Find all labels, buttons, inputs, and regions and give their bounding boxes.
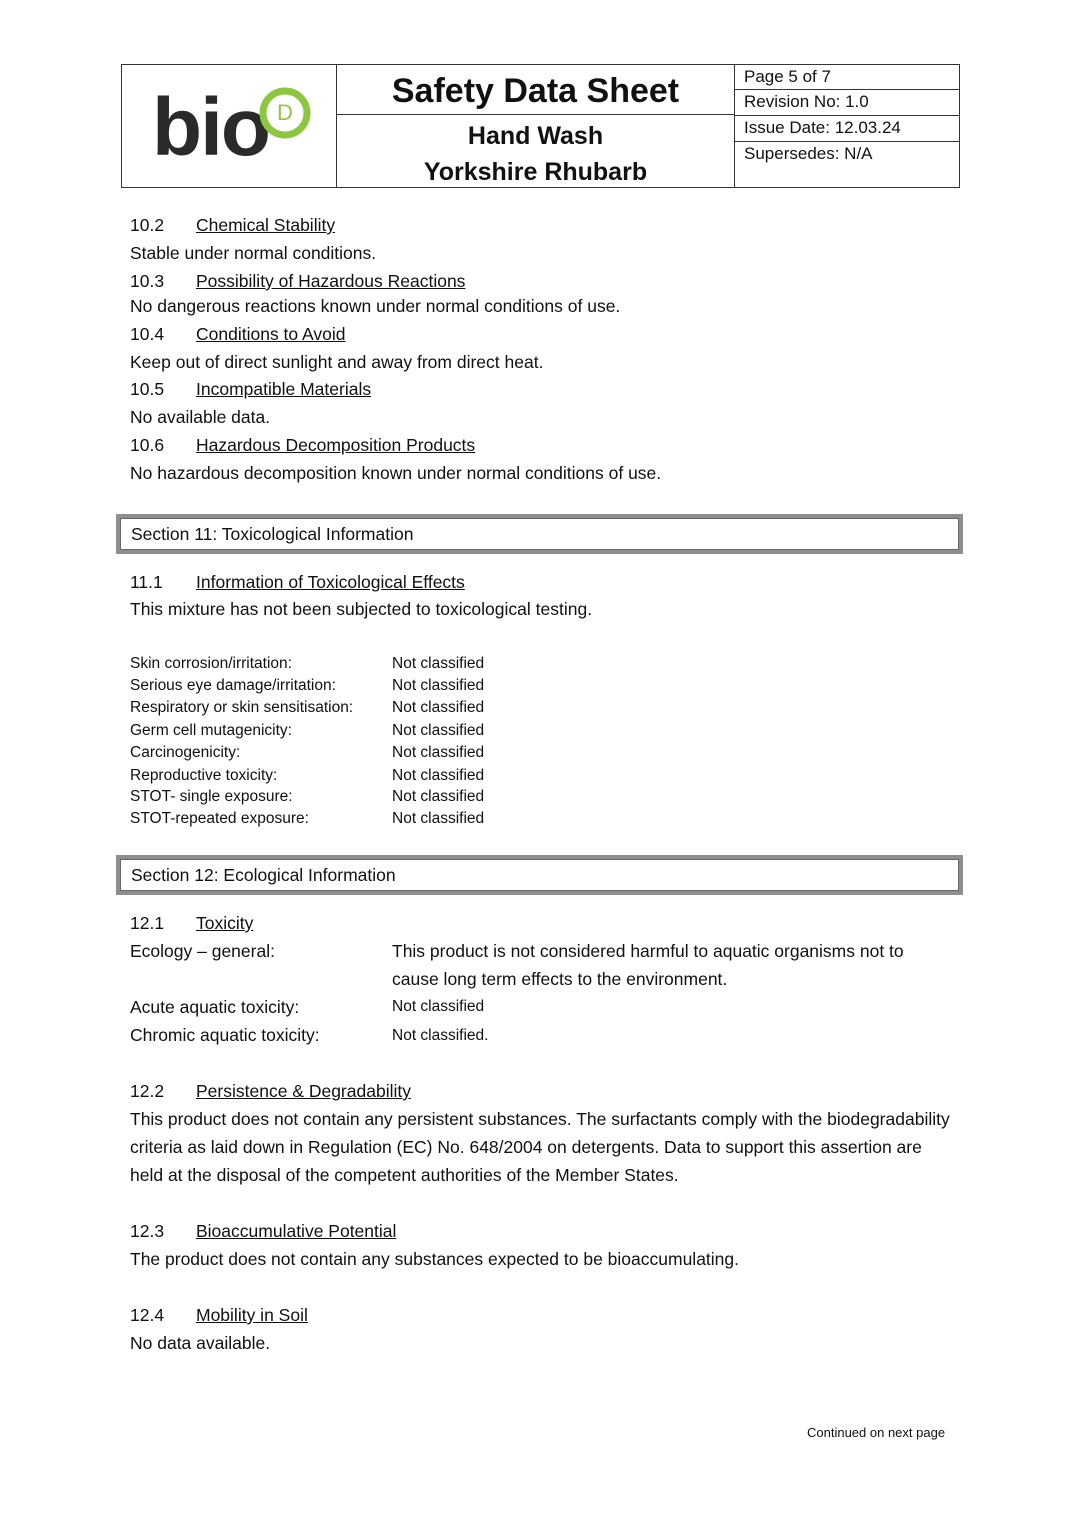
chronic-value: Not classified. <box>392 1027 489 1044</box>
tox-label: STOT-repeated exposure: <box>130 810 309 827</box>
tox-label: Serious eye damage/irritation: <box>130 677 336 694</box>
tox-label: Skin corrosion/irritation: <box>130 655 292 672</box>
tox-label: Respiratory or skin sensitisation: <box>130 699 354 716</box>
acute-label: Acute aquatic toxicity: <box>130 997 300 1017</box>
product-name <box>337 115 734 190</box>
document-header <box>121 64 960 188</box>
subsection-text: No data available. <box>130 1333 271 1353</box>
subsection-title: Mobility in Soil <box>196 1305 308 1325</box>
document-title: Safety Data Sheet <box>337 65 734 115</box>
tox-value: Not classified <box>392 788 485 805</box>
subsection-number: 12.4 <box>130 1305 165 1325</box>
subsection-title: Conditions to Avoid <box>196 324 346 344</box>
section-heading: Section 12: Ecological Information <box>120 859 959 891</box>
subsection-number: 12.2 <box>130 1081 165 1101</box>
subsection-title: Toxicity <box>196 913 254 933</box>
tox-value: Not classified <box>392 810 485 827</box>
subsection-number: 10.2 <box>130 215 165 235</box>
section-heading: Section 11: Toxicological Information <box>120 518 959 550</box>
supersedes: Supersedes: N/A <box>744 144 873 163</box>
logo-cell <box>122 65 337 187</box>
subsection-text: This mixture has not been subjected to toxicological testing. <box>130 599 593 619</box>
section-12-header <box>116 855 963 895</box>
product-line-1: Hand Wash <box>467 122 604 150</box>
subsection-number: 10.4 <box>130 324 165 344</box>
subsection-title: Bioaccumulative Potential <box>196 1221 397 1241</box>
tox-label: STOT- single exposure: <box>130 788 293 805</box>
subsection-title: Incompatible Materials <box>196 379 372 399</box>
subsection-text: The product does not contain any substances expected to be bioaccumulating. <box>130 1249 740 1269</box>
ecology-value: This product is not considered harmful to aquatic organisms not to cause long term effects to the environment. <box>392 941 904 989</box>
subsection-text: No hazardous decomposition known under normal conditions of use. <box>130 463 662 483</box>
bio-d-logo-mark-icon <box>259 87 311 139</box>
ecology-label: Ecology – general: <box>130 941 275 961</box>
subsection-title: Information of Toxicological Effects <box>196 572 465 592</box>
logo: bio <box>152 82 269 173</box>
product-line-2: Yorkshire Rhubarb <box>423 158 648 186</box>
subsection-number: 10.5 <box>130 379 165 399</box>
continued-note: Continued on next page <box>807 1425 946 1440</box>
subsection-number: 12.1 <box>130 913 165 933</box>
subsection-text: No available data. <box>130 407 271 427</box>
tox-value: Not classified <box>392 744 485 761</box>
tox-value: Not classified <box>392 677 485 694</box>
chronic-label: Chromic aquatic toxicity: <box>130 1025 320 1045</box>
doc-info-cell <box>735 65 959 187</box>
subsection-text: This product does not contain any persistent substances. The surfactants comply with the biodegradability criteria as laid down in Regulation (EC) No. 648/2004 on detergents. Data to support this assertion are held at the disposal of the competent authorities of the Member States. <box>130 1109 950 1185</box>
issue-date: Issue Date: 12.03.24 <box>735 116 959 142</box>
acute-value: Not classified <box>392 998 485 1015</box>
subsection-text: Keep out of direct sunlight and away from direct heat. <box>130 352 544 372</box>
subsection-text: No dangerous reactions known under normal conditions of use. <box>130 296 621 316</box>
section-11-header <box>116 514 963 554</box>
subsection-title: Hazardous Decomposition Products <box>196 435 476 455</box>
tox-value: Not classified <box>392 722 485 739</box>
subsection-title: Chemical Stability <box>196 215 336 235</box>
subsection-title: Possibility of Hazardous Reactions <box>196 271 466 291</box>
tox-value: Not classified <box>392 767 485 784</box>
subsection-number: 10.6 <box>130 435 165 455</box>
tox-value: Not classified <box>392 699 485 716</box>
tox-label: Carcinogenicity: <box>130 744 241 761</box>
revision-number: Revision No: 1.0 <box>735 90 959 116</box>
svg-text:D: D <box>277 100 293 125</box>
subsection-number: 11.1 <box>130 572 163 592</box>
tox-label: Reproductive toxicity: <box>130 767 278 784</box>
page-number: Page 5 of 7 <box>735 65 959 90</box>
subsection-text: Stable under normal conditions. <box>130 243 377 263</box>
subsection-number: 10.3 <box>130 271 165 291</box>
subsection-title: Persistence & Degradability <box>196 1081 411 1101</box>
subsection-number: 12.3 <box>130 1221 165 1241</box>
tox-value: Not classified <box>392 655 485 672</box>
title-cell <box>337 65 735 187</box>
tox-label: Germ cell mutagenicity: <box>130 722 292 739</box>
